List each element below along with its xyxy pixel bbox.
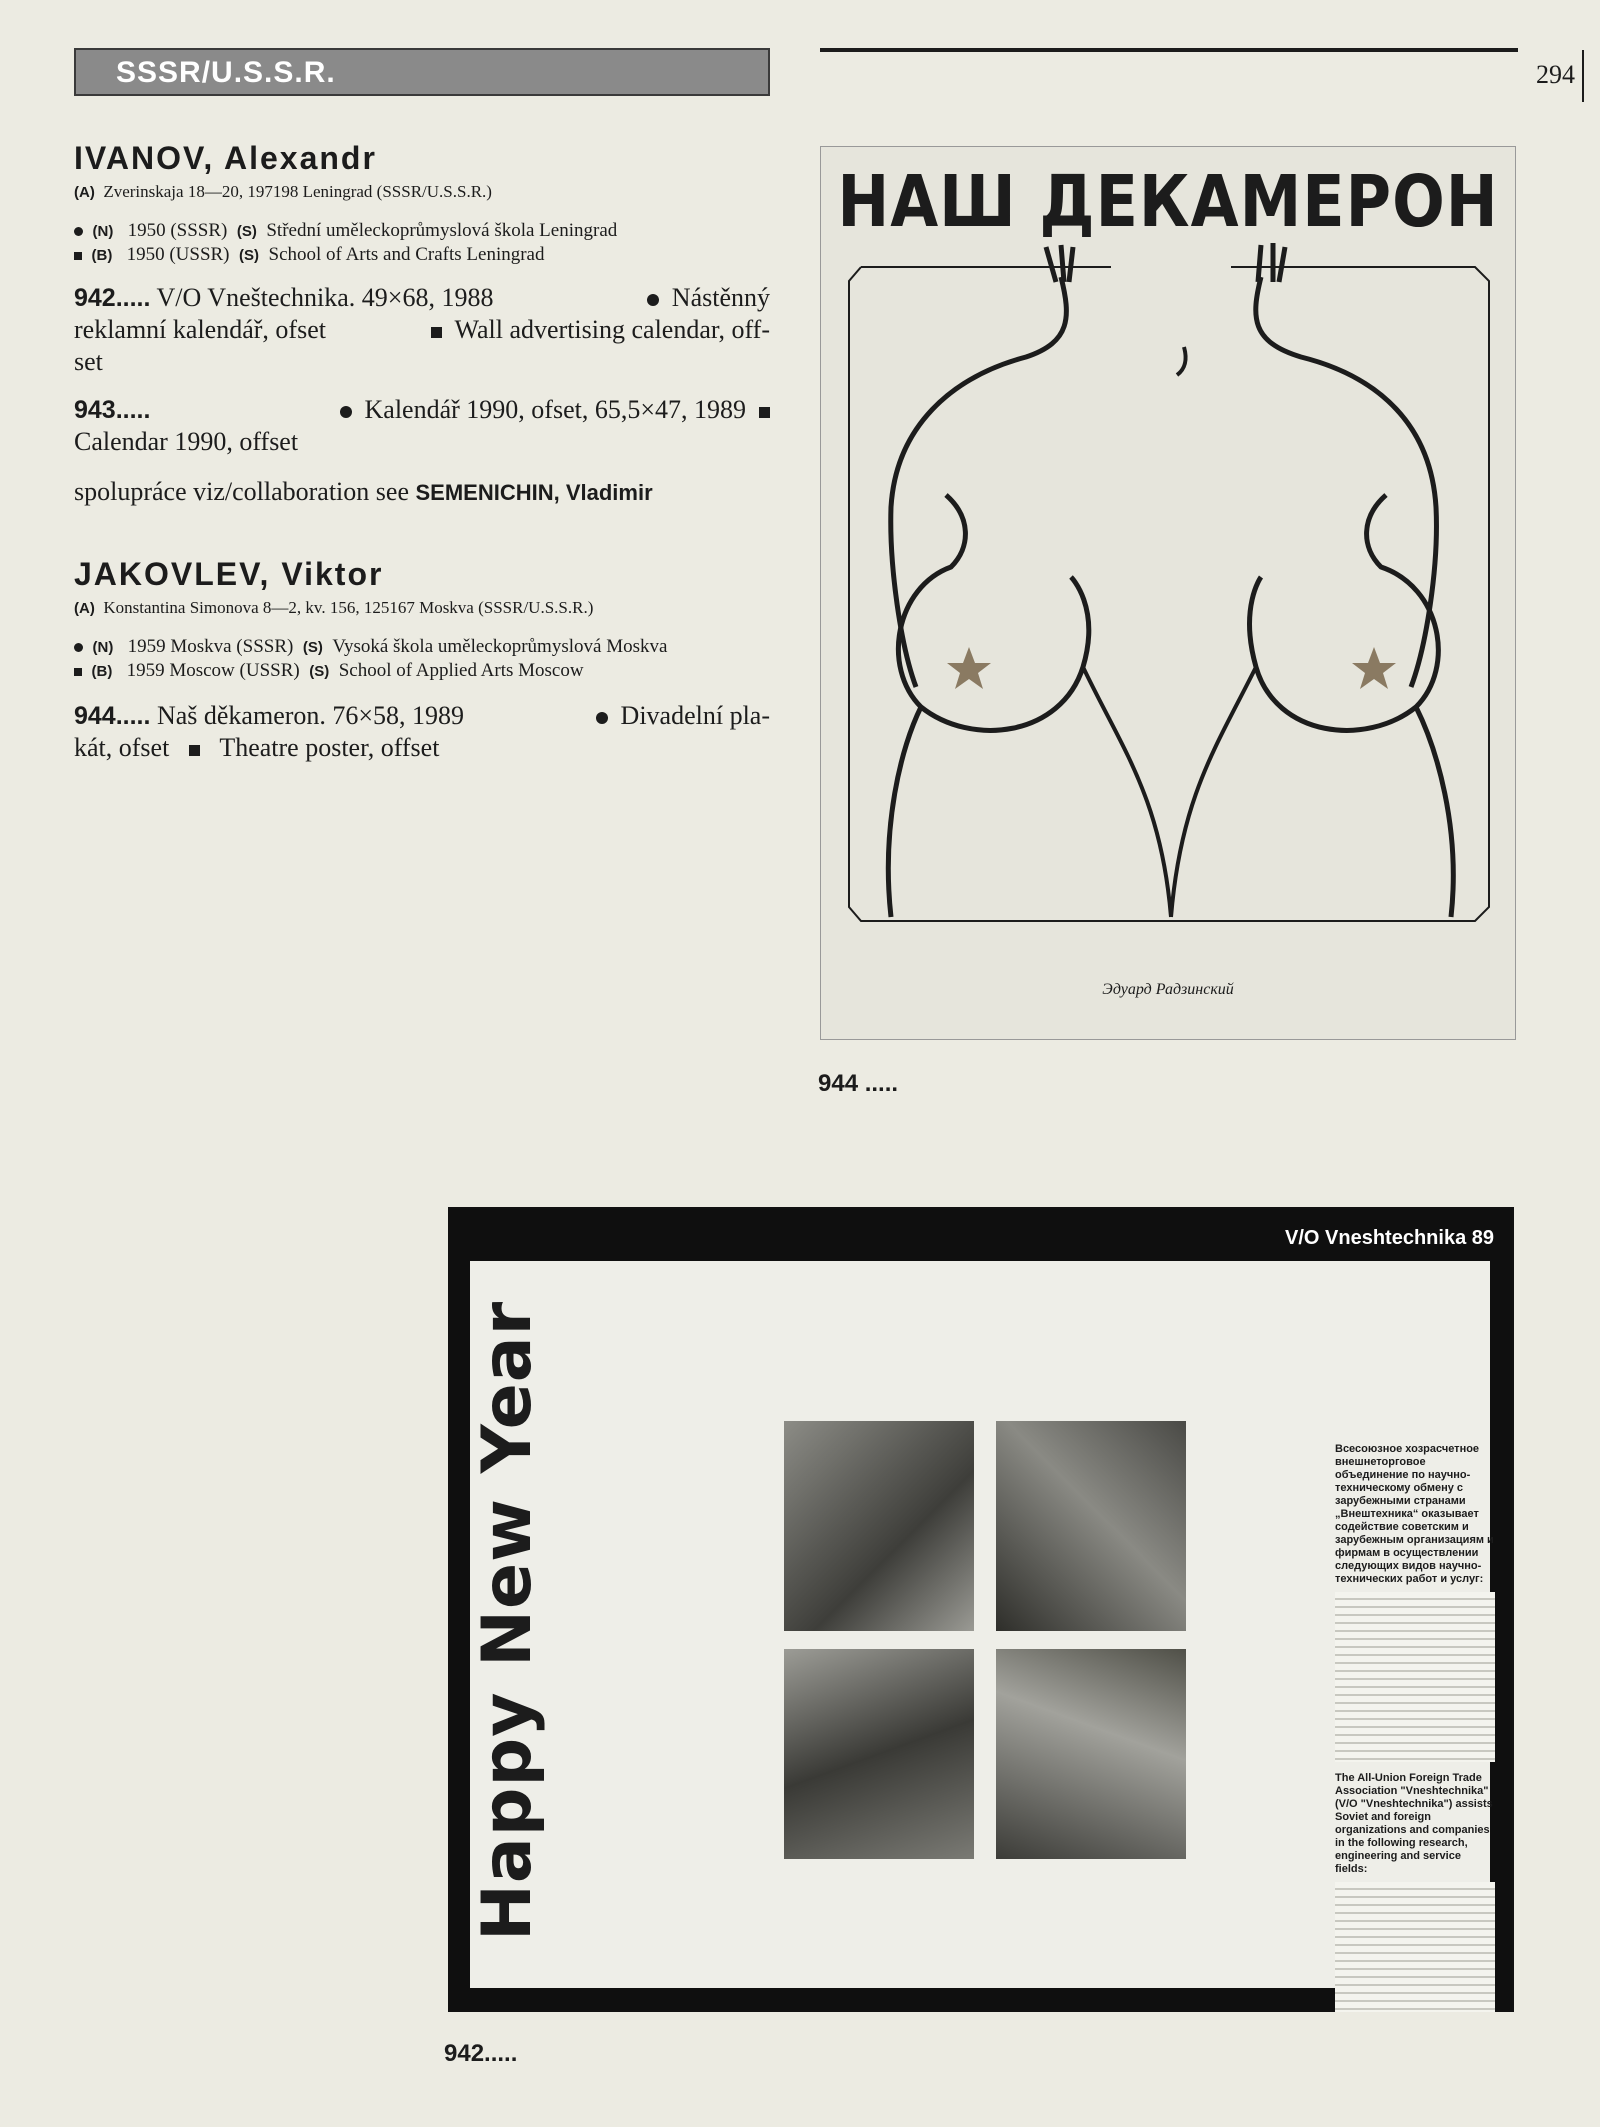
education-cz: (N) 1950 (SSSR) (S) Střední uměleckoprůmyslová škola Leningrad <box>74 220 617 242</box>
poster-figure <box>820 146 1516 1040</box>
section-title: SSSR/U.S.S.R. <box>116 56 336 89</box>
work-944: 944..... Naš děkameron. 76×58, 1989 Divadelní pla- kát, ofset Theatre poster, offset <box>74 701 770 762</box>
calendar-caption: 942..... <box>444 2040 518 2067</box>
poster-title: НАШ ДЕКАМЕРОН <box>837 159 1499 244</box>
work-943: 943..... Kalendář 1990, ofset, 65,5×47, 1989 Calendar 1990, offset <box>74 394 770 458</box>
calendar-figure <box>448 1207 1514 2012</box>
top-rule <box>820 48 1518 52</box>
poster-signature: Эдуард Радзинский <box>1102 981 1234 998</box>
education-cz: (N) 1959 Moskva (SSSR) (S) Vysoká škola uměleckoprůmyslová Moskva <box>74 636 667 658</box>
page-number: 294 <box>1536 60 1575 89</box>
calendar-artwork-panel <box>784 1649 974 1859</box>
artist-name: IVANOV, Alexandr <box>74 140 377 176</box>
poster-illustration <box>821 147 1515 1039</box>
calendar-binding-strip <box>450 1209 1512 1261</box>
section-header <box>74 48 770 96</box>
collaboration-note: spolupráce viz/collaboration see SEMENICHIN, Vladimir <box>74 477 653 506</box>
education-en: (B) 1950 (USSR) (S) School of Arts and Crafts Leningrad <box>74 244 545 266</box>
calendar-artwork-panel <box>784 1421 974 1631</box>
poster-caption: 944 ..... <box>818 1070 899 1097</box>
page-edge-rule <box>1582 50 1584 102</box>
artist-address: (A) Konstantina Simonova 8—2, kv. 156, 125167 Moskva (SSSR/U.S.S.R.) <box>74 598 594 617</box>
artist-address: (A) Zverinskaja 18—20, 197198 Leningrad (SSSR/U.S.S.R.) <box>74 182 492 201</box>
calendar-artwork-panel <box>996 1649 1186 1859</box>
calendar-brand: V/O Vneshtechnika 89 <box>1285 1227 1494 1249</box>
calendar-info-text: Всесоюзное хозрасчетное внешнеторговое объединение по научно-техническому обмену с зарубежными странами „Внештехника“ оказывает содействие советским и зарубежным организациям и фирмам в осуществлении следующих видов научно-технических работ и услуг: The All-Union Foreign Trade Association "Vneshtechnika" (V/O "Vneshtechnika") assists Soviet and foreign organizations and companies in the following research, engineering and service fields: <box>1335 1443 1495 2012</box>
calendar-artwork-panel <box>996 1421 1186 1631</box>
calendar-border-left <box>450 1261 470 2010</box>
calendar-greeting: Happy New Year <box>468 1300 547 1941</box>
work-942: 942..... V/O Vneštechnika. 49×68, 1988 Nástěnný reklamní kalendář, ofset Wall advertising calendar, off- set <box>74 283 770 376</box>
artist-name: JAKOVLEV, Viktor <box>74 556 384 592</box>
education-en: (B) 1959 Moscow (USSR) (S) School of Applied Arts Moscow <box>74 660 584 682</box>
